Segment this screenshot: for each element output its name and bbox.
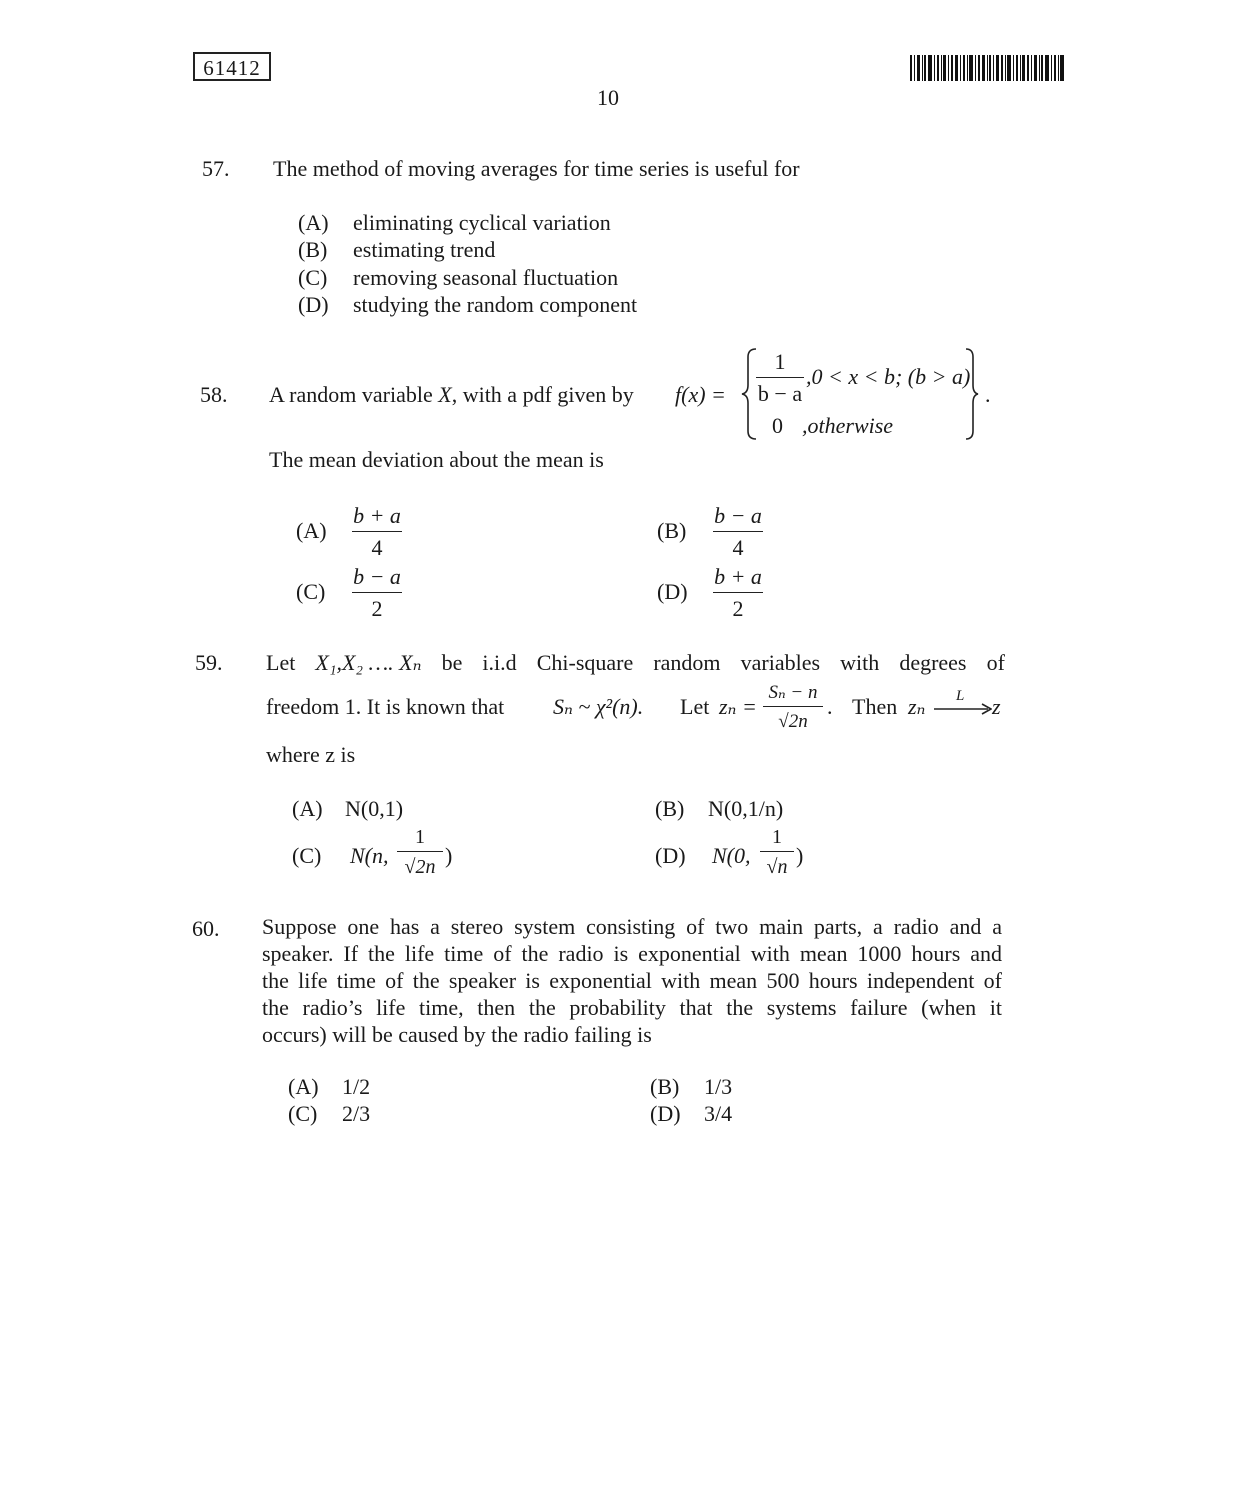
q58-case2-value: 0 <box>772 413 783 438</box>
q59-option-d-prefix: N(0, <box>712 843 751 868</box>
q60-option-b-text: 1/3 <box>704 1074 733 1099</box>
q60-option-a-text: 1/2 <box>342 1074 371 1099</box>
q58-option-a-label: (A) <box>296 518 327 543</box>
q58-question: The mean deviation about the mean is <box>269 447 604 472</box>
q59-conv-zn: zₙ <box>908 694 926 719</box>
q60-option-b-label: (B) <box>650 1074 680 1099</box>
q57-option-d-text: studying the random component <box>353 292 638 317</box>
q60-option-d-label: (D) <box>650 1101 681 1126</box>
q59-then: Then <box>852 694 898 719</box>
q59-let: Let <box>680 694 710 719</box>
q58-option-b-fraction: b − a 4 <box>714 503 762 560</box>
q60-text: Suppose one has a stereo system consisting of two main parts, a radio and a speaker. If the life time of the radio is exponential with mean 1000 hours and the life time of the speaker is exponential with mean 500 hours independent of the radio’s life time, then the probability that the systems failure (when it occurs) will be caused by the radio failing is <box>262 914 1002 1047</box>
q58-fx: f(x) = <box>675 382 726 407</box>
q58-right-brace <box>964 347 980 441</box>
paper-code-box: 61412 <box>193 52 271 81</box>
q59-line2a: freedom 1. It is known that <box>266 694 505 719</box>
q59-sn-chi: Sₙ ~ χ²(n). <box>553 694 644 719</box>
q59-dot: . <box>827 694 833 719</box>
q59-option-c-fraction: 1 √2n <box>397 827 443 877</box>
q57-option-a-text: eliminating cyclical variation <box>353 210 611 235</box>
q58-option-d-label: (D) <box>657 579 688 604</box>
q60-option-c-label: (C) <box>288 1101 318 1126</box>
q58-option-d-fraction: b + a 2 <box>714 564 762 621</box>
q59-option-b-text: N(0,1/n) <box>708 796 784 821</box>
q60-option-c-text: 2/3 <box>342 1101 371 1126</box>
q59-option-c-suffix: ) <box>445 843 453 868</box>
q58-option-c-fraction: b − a 2 <box>353 564 401 621</box>
q58-option-a-fraction: b + a 4 <box>353 503 401 560</box>
q58-case1-fraction: 1 b − a <box>757 349 803 406</box>
q60-option-d-text: 3/4 <box>704 1101 733 1126</box>
q59-line3: where z is <box>266 742 356 767</box>
q58-case2-condition: ,otherwise <box>802 413 894 438</box>
q59-option-c-prefix: N(n, <box>350 843 389 868</box>
q57-option-b-text: estimating trend <box>353 237 496 262</box>
q60-number: 60. <box>192 916 220 941</box>
q58-period: . <box>985 382 991 407</box>
q59-zn-fraction: Sₙ − n √2n <box>763 683 823 731</box>
q59-option-c-label: (C) <box>292 843 322 868</box>
q59-option-d-fraction: 1 √n <box>760 827 794 877</box>
q59-conv-label: L <box>956 688 965 704</box>
q58-option-b-label: (B) <box>657 518 687 543</box>
q57-option-a-label: (A) <box>298 210 329 235</box>
q59-number: 59. <box>195 650 223 675</box>
q58-number: 58. <box>200 382 228 407</box>
page-number: 10 <box>597 85 619 110</box>
q58-option-c-label: (C) <box>296 579 326 604</box>
q57-option-b-label: (B) <box>298 237 328 262</box>
q58-case1-condition: ,0 < x < b; (b > a) <box>806 364 971 389</box>
q59-line1: Let X₁,X₂ …. Xₙ be i.i.d Chi-square random variables with degrees of <box>266 650 1005 675</box>
q59-option-d-suffix: ) <box>796 843 804 868</box>
q59-option-a-text: N(0,1) <box>345 796 404 821</box>
q59-conv-target: z <box>992 694 1001 719</box>
q59-zn-lhs: zₙ = <box>719 694 757 719</box>
barcode <box>910 55 1064 81</box>
q57-option-c-text: removing seasonal fluctuation <box>353 265 619 290</box>
q59-convergence-arrow <box>934 703 992 715</box>
q59-option-d-label: (D) <box>655 843 686 868</box>
q57-number: 57. <box>202 156 230 181</box>
q58-text: A random variable X, with a pdf given by <box>269 382 634 407</box>
q60-option-a-label: (A) <box>288 1074 319 1099</box>
q57-option-c-label: (C) <box>298 265 328 290</box>
q57-text: The method of moving averages for time series is useful for <box>273 156 800 181</box>
q59-option-a-label: (A) <box>292 796 323 821</box>
q57-option-d-label: (D) <box>298 292 329 317</box>
q59-option-b-label: (B) <box>655 796 685 821</box>
